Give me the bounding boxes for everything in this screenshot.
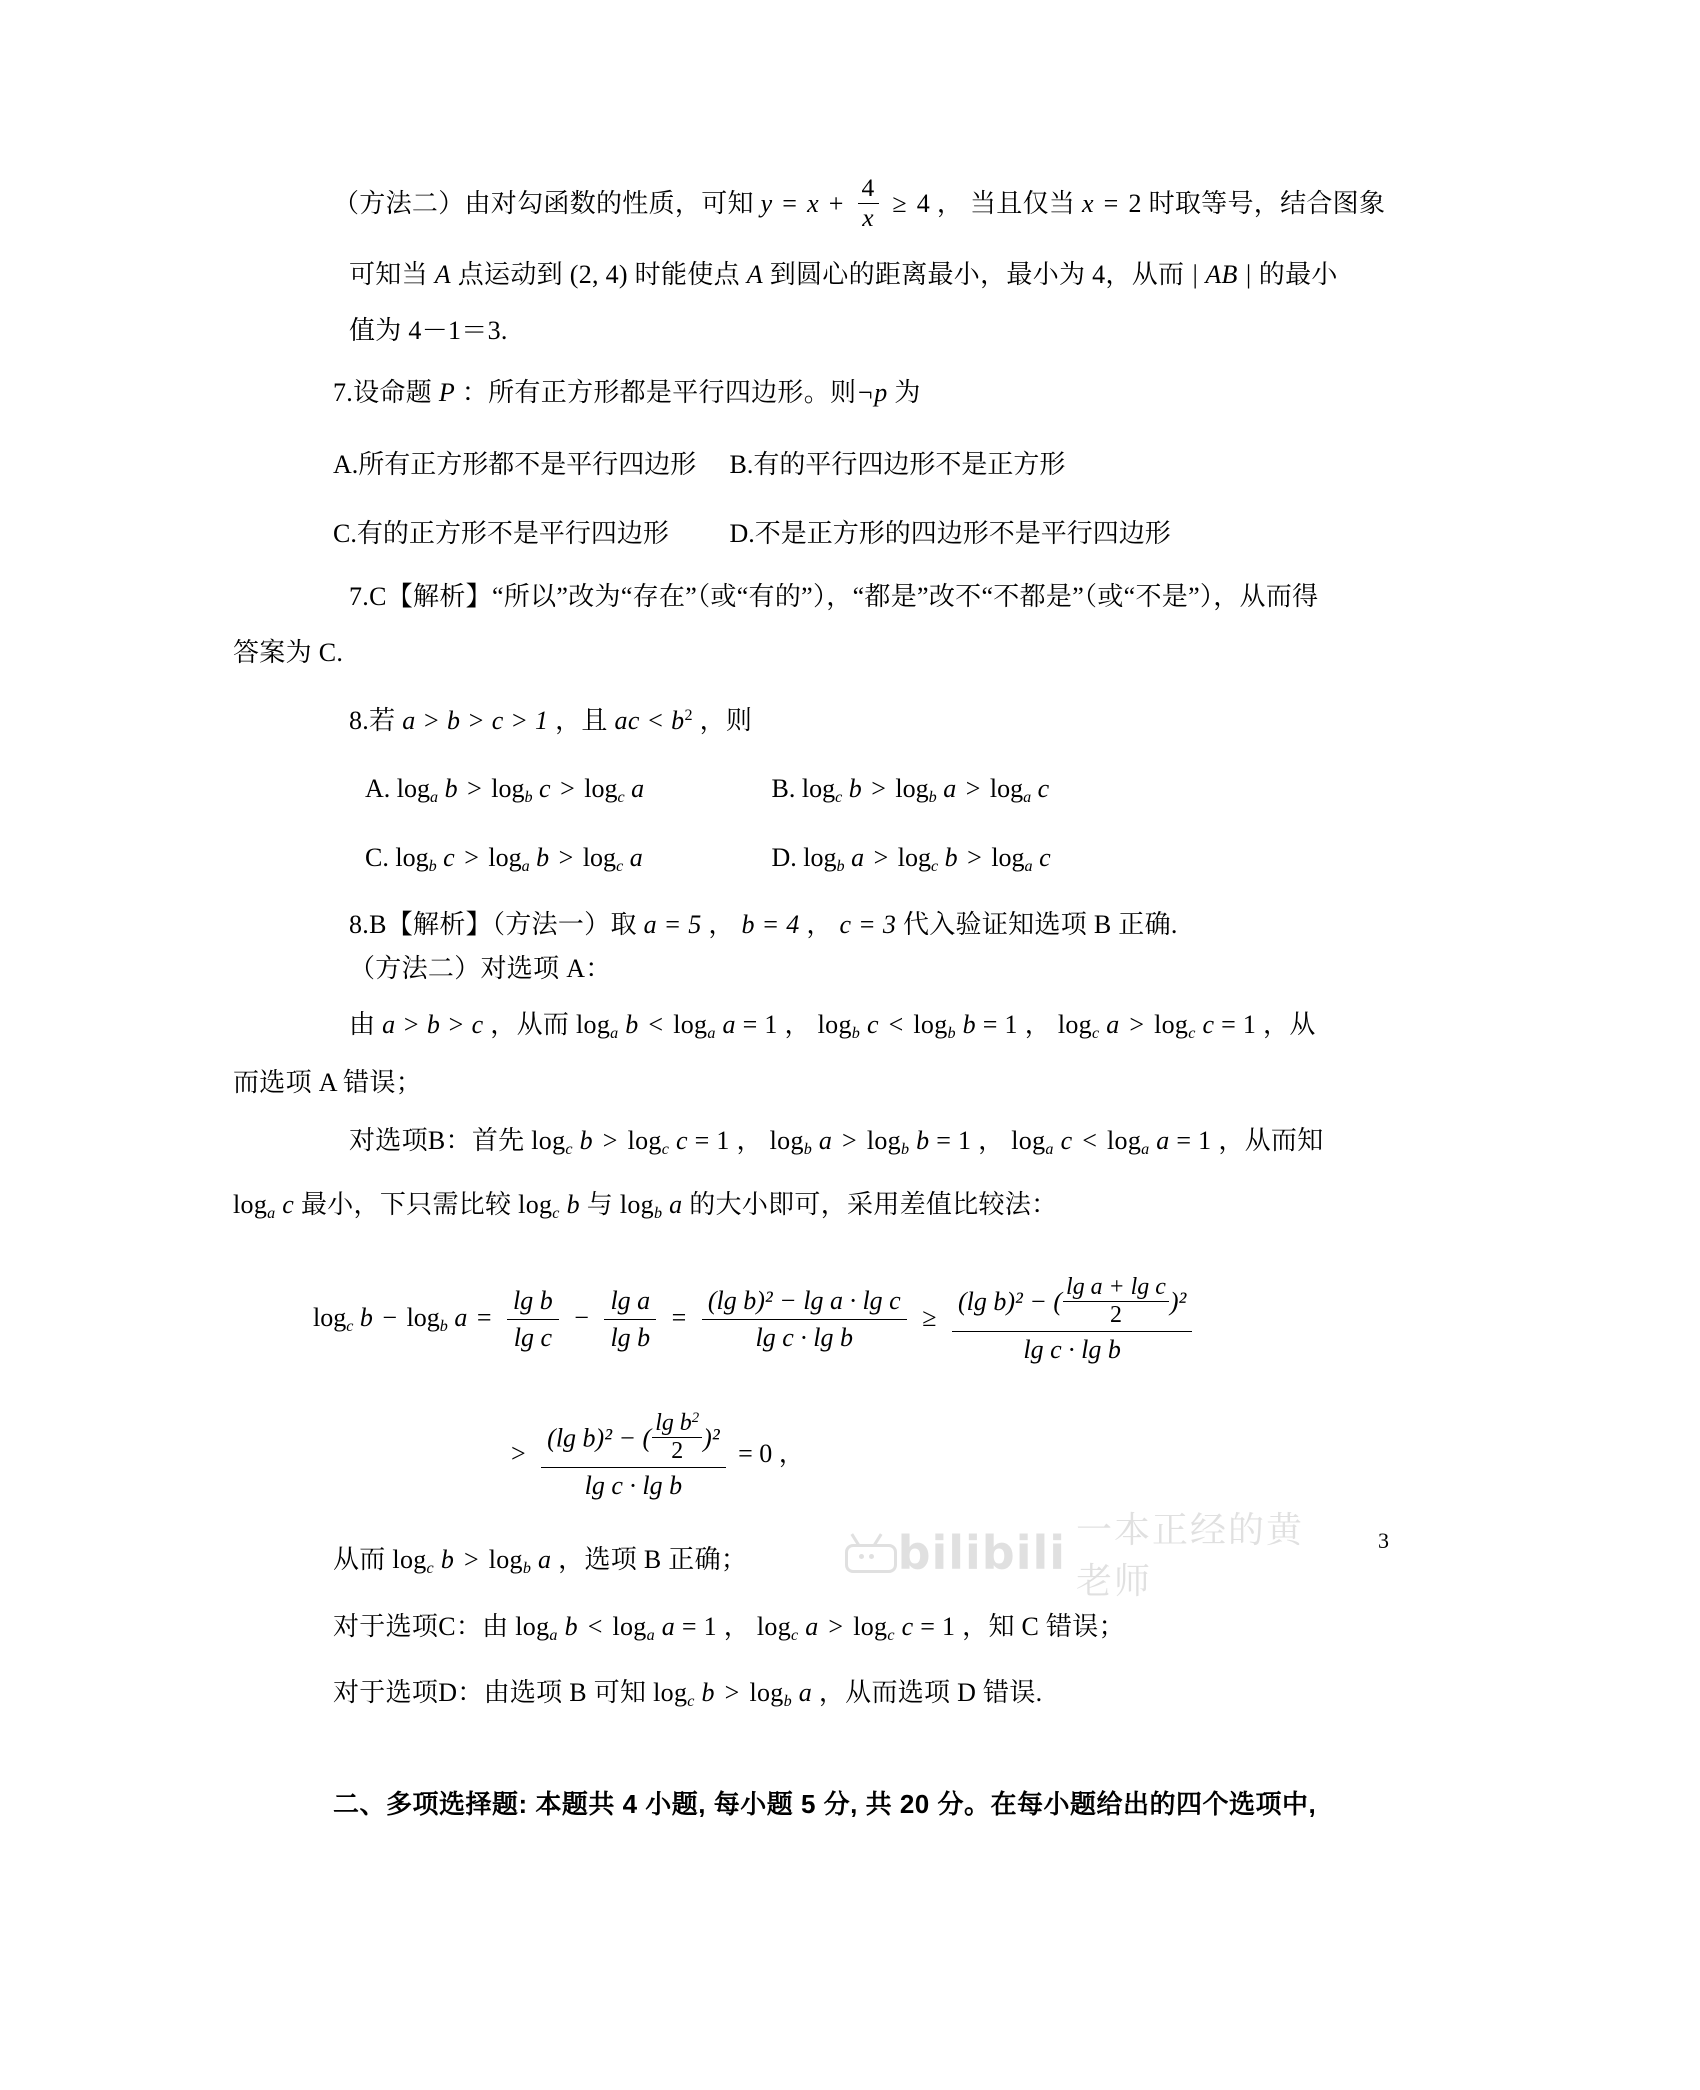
point-A-2: A bbox=[746, 259, 763, 289]
fraction-final-bound: (lg b)² − ( $\frac{\lg b^2}{2}$ )² lg c · lg b bbox=[541, 1411, 725, 1501]
amgm-num-post: )² bbox=[1169, 1286, 1187, 1316]
greater-equal-sign: ≥ bbox=[892, 189, 907, 219]
q8-answer-prefix: 8.B【解析】（方法一）取 bbox=[349, 909, 637, 939]
q8-option-D-expr: $\log_b a > \log_c b > \log_a c$ bbox=[803, 842, 1051, 875]
option-B-label: B. bbox=[729, 449, 754, 479]
optA-log-3: $\log_b c$ bbox=[817, 1009, 879, 1042]
optA-eq-3: = 1 bbox=[1221, 1009, 1257, 1039]
fraction-four-over-x bbox=[858, 175, 879, 232]
optB-lt-1: < bbox=[1082, 1126, 1098, 1156]
optBc-log-1: $\log_a c$ bbox=[233, 1190, 295, 1223]
optA-c3: ，从 bbox=[1263, 1009, 1316, 1039]
difference-equation-line-2 bbox=[293, 1411, 1413, 1501]
optC-eq-1: = 1 bbox=[681, 1611, 717, 1641]
optA-lt-1: < bbox=[648, 1009, 664, 1039]
question-8-option-row-1 bbox=[293, 774, 1413, 807]
question-7-number: 7. bbox=[333, 377, 354, 407]
inequality-ac-b: ac < b bbox=[614, 705, 685, 735]
negation-p: ¬p bbox=[856, 377, 888, 407]
optB-gt-1: > bbox=[602, 1126, 618, 1156]
eq2-comma: ， bbox=[778, 1439, 805, 1469]
eq2-gt: > bbox=[511, 1439, 526, 1469]
optD-p2: ，从而选项 D 错误. bbox=[818, 1677, 1043, 1707]
question-7-stem-end: 为 bbox=[894, 377, 921, 407]
optD-log-2: $\log_b a$ bbox=[749, 1677, 813, 1710]
optA-log-1: $\log_a b$ bbox=[576, 1009, 639, 1042]
coordinate-pair: (2, 4) bbox=[569, 259, 628, 289]
method-two-tail: 当且仅当 bbox=[970, 189, 1076, 219]
point-A-1: A bbox=[434, 259, 451, 289]
fraction-numerator: 4 bbox=[858, 175, 879, 204]
question-8-option-A[interactable] bbox=[365, 774, 765, 807]
question-7-option-A[interactable] bbox=[333, 444, 723, 481]
optC-log-3: $\log_c a$ bbox=[756, 1611, 819, 1644]
optA-c2: ， bbox=[1024, 1009, 1051, 1039]
optC-lt-1: < bbox=[587, 1611, 603, 1641]
q8-answer-suffix: 代入验证知选项 B 正确. bbox=[902, 909, 1178, 939]
question-8-option-A-conclusion: 而选项 A 错误； bbox=[233, 1068, 423, 1098]
question-8-option-D-analysis bbox=[293, 1677, 1413, 1710]
method-two-lead: （方法二）由对勾函数的性质，可知 bbox=[333, 189, 754, 219]
difference-equation-line-1 bbox=[293, 1275, 1413, 1365]
method-two-line-3: 值为 4－1＝3. bbox=[349, 315, 508, 345]
concB-p1: 从而 bbox=[333, 1545, 386, 1575]
page-number: 3 bbox=[1378, 1528, 1389, 1553]
variable-x: x bbox=[807, 189, 819, 219]
optB-eq-2: = 1 bbox=[936, 1126, 972, 1156]
fraction-lgb-over-lgc: $\frac{\text{lg b}}{\text{lg c}}$ bbox=[507, 1286, 559, 1353]
q8-a-value: a = 5 bbox=[643, 909, 702, 939]
eq-op-1: − bbox=[574, 1302, 589, 1332]
q8-option-B-expr: $\log_c b > \log_b a > \log_a c$ bbox=[801, 773, 1050, 806]
question-8-option-C[interactable] bbox=[365, 843, 765, 876]
watermark-channel-name: 一本正经的黄老师 bbox=[1076, 1509, 1305, 1601]
optB-log-4: $\log_b b$ bbox=[866, 1126, 930, 1159]
concB-log-2: $\log_b a$ bbox=[488, 1545, 552, 1578]
question-7-stem-pre: 设命题 bbox=[353, 377, 433, 407]
question-7-option-D[interactable] bbox=[730, 513, 1171, 550]
optA-c1: ， bbox=[784, 1009, 811, 1039]
equals-sign-1: = bbox=[782, 189, 798, 219]
optBc-p1: 最小，下只需比较 bbox=[300, 1190, 512, 1220]
variable-x-2: x bbox=[1082, 189, 1094, 219]
optC-gt-1: > bbox=[828, 1611, 844, 1641]
q8-option-A-label: A. bbox=[365, 773, 391, 803]
option-D-label: D. bbox=[729, 518, 755, 548]
question-7-answer-line-1: 7.C【解析】“所以”改为“存在”（或“有的”），“都是”改不“不都是”（或“不是”），从而得 bbox=[349, 581, 1319, 611]
optC-p2: ，知 C 错误； bbox=[962, 1611, 1125, 1641]
q8-option-C-label: C. bbox=[365, 842, 389, 872]
optC-log-4: $\log_c c$ bbox=[853, 1611, 914, 1644]
q8-c-value: c = 3 bbox=[839, 909, 897, 939]
eq-equals: = bbox=[476, 1302, 492, 1332]
amgm-num-pre: (lg b)² − ( bbox=[958, 1286, 1063, 1316]
question-8-option-B-continued bbox=[233, 1192, 1413, 1222]
optC-c1: ， bbox=[723, 1611, 751, 1641]
method-two-line-2 bbox=[293, 259, 1413, 289]
proposition-P: P bbox=[438, 377, 456, 407]
optB-log-6: $\log_a a$ bbox=[1107, 1126, 1170, 1159]
question-7-answer-line-2: 答案为 C. bbox=[233, 637, 344, 667]
line2-part2: 点运动到 bbox=[457, 259, 563, 289]
nested-fraction-lga-lgc: $\frac{\text{lg a + lg c}}{2}$ bbox=[1063, 1275, 1169, 1328]
eq-lhs-log-1: $\log_c b$ bbox=[313, 1302, 373, 1335]
question-8-method2-label: （方法二）对选项 A： bbox=[349, 953, 612, 983]
eq-op-2: = bbox=[671, 1302, 687, 1332]
question-8-option-B-analysis bbox=[293, 1128, 1413, 1158]
optB-c3: ，从而知 bbox=[1218, 1126, 1324, 1156]
optA-p1: 由 bbox=[349, 1009, 376, 1039]
optB-gt-2: > bbox=[842, 1126, 858, 1156]
question-8-option-row-2 bbox=[293, 843, 1413, 876]
optB-eq-1: = 1 bbox=[694, 1126, 730, 1156]
variable-y: y bbox=[760, 189, 773, 219]
fraction-denominator: x bbox=[862, 202, 874, 232]
question-8-option-D[interactable] bbox=[772, 843, 1051, 876]
line2-part5: 的最小 bbox=[1258, 259, 1338, 289]
optD-p1: 对于选项D：由选项 B 可知 bbox=[333, 1677, 647, 1707]
value-two: 2 bbox=[1128, 189, 1142, 219]
fraction-lga-over-lgb: $\frac{\text{lg a}}{\text{lg b}}$ bbox=[604, 1286, 656, 1353]
fraction-expanded: $\frac{\text{(lg b)² − lg a · lg c}}{\text{lg c · lg b}}$ bbox=[702, 1286, 907, 1353]
question-8-option-B[interactable] bbox=[772, 774, 1050, 807]
bilibili-logo-text: bilibili bbox=[897, 1526, 1067, 1580]
question-8-stem-end: ，则 bbox=[699, 705, 753, 735]
question-7-option-row-1 bbox=[293, 444, 1413, 481]
method-two-tail-2: 时取等号，结合图象 bbox=[1148, 189, 1386, 219]
optC-eq-2: = 1 bbox=[920, 1611, 956, 1641]
optA-eq-2: = 1 bbox=[982, 1009, 1018, 1039]
question-7-option-B[interactable] bbox=[730, 444, 1066, 481]
section-2-heading: 二、多项选择题: 本题共 4 小题, 每小题 5 分, 共 20 分。在每小题给出的四个选项中, bbox=[333, 1789, 1317, 1820]
optBc-p3: 的大小即可，采用差值比较法： bbox=[689, 1190, 1058, 1220]
concB-p2: ，选项 B 正确； bbox=[558, 1545, 748, 1575]
optB-eq-3: = 1 bbox=[1176, 1126, 1212, 1156]
optBc-log-2: $\log_c b$ bbox=[518, 1190, 580, 1223]
comma-1: ， bbox=[936, 189, 964, 219]
option-C-label: C. bbox=[333, 518, 357, 548]
nested-fraction-lgb-squared: $\frac{\lg b^2}{2}$ bbox=[652, 1411, 702, 1464]
q8-sep-1: ， bbox=[708, 909, 735, 939]
equals-sign-2: = bbox=[1103, 189, 1119, 219]
q8-sep-2: ， bbox=[806, 909, 833, 939]
optBc-log-3: $\log_b a$ bbox=[619, 1190, 683, 1223]
question-8-option-A-analysis bbox=[293, 1009, 1413, 1042]
question-7-option-row-2 bbox=[293, 513, 1413, 550]
q8-option-A-expr: $\log_a b > \log_b c > \log_c a$ bbox=[396, 773, 645, 806]
optB-log-2: $\log_c c$ bbox=[627, 1126, 688, 1159]
question-7-stem bbox=[293, 377, 1413, 407]
q8-option-B-label: B. bbox=[771, 773, 796, 803]
final-num-pre: (lg b)² − ( bbox=[547, 1423, 652, 1453]
optBc-p2: 与 bbox=[586, 1190, 613, 1220]
q8-option-D-label: D. bbox=[771, 842, 797, 872]
concB-log-1: $\log_c b$ bbox=[392, 1545, 455, 1578]
fraction-amgm-bound: (lg b)² − ( $\frac{\text{lg a + lg c}}{2}$ )² lg c · lg b bbox=[952, 1275, 1192, 1365]
question-7-option-C[interactable] bbox=[333, 513, 723, 550]
question-8-number: 8. bbox=[349, 705, 370, 735]
q8-option-C-expr: $\log_b c > \log_a b > \log_c a$ bbox=[395, 842, 643, 875]
final-num-post: )² bbox=[703, 1423, 720, 1453]
optB-p1: 对选项B：首先 bbox=[349, 1126, 525, 1156]
question-8-stem bbox=[293, 705, 1413, 735]
optA-log-5: $\log_c a$ bbox=[1057, 1009, 1120, 1042]
exponent-two: 2 bbox=[684, 706, 693, 724]
value-four: 4 bbox=[916, 189, 931, 219]
eq2-equals-zero: = 0 bbox=[738, 1439, 773, 1469]
optD-log-1: $\log_c b$ bbox=[653, 1677, 715, 1710]
question-8-conclusion-B bbox=[293, 1547, 1413, 1577]
segment-AB-abs: | AB | bbox=[1191, 259, 1252, 289]
optA-ineq: a > b > c bbox=[382, 1009, 484, 1039]
q8-b-value: b = 4 bbox=[741, 909, 800, 939]
optA-log-4: $\log_b b$ bbox=[913, 1009, 976, 1042]
optB-c2: ， bbox=[978, 1126, 1005, 1156]
optC-log-2: $\log_a a$ bbox=[612, 1611, 676, 1644]
optC-log-1: $\log_a b$ bbox=[515, 1611, 578, 1644]
question-8-stem-mid: ，且 bbox=[555, 705, 608, 735]
eq-minus: − bbox=[382, 1302, 398, 1332]
optB-log-1: $\log_c b$ bbox=[531, 1126, 593, 1159]
eq-lhs-log-2: $\log_b a$ bbox=[406, 1302, 468, 1335]
line2-part4: 到圆心的距离最小，最小为 4，从而 bbox=[769, 259, 1185, 289]
inequality-abc: a > b > c > 1 bbox=[402, 705, 549, 735]
page-content bbox=[233, 173, 1413, 1821]
option-B-text: 有的平行四边形不是正方形 bbox=[753, 449, 1066, 479]
option-D-text: 不是正方形的四边形不是平行四边形 bbox=[754, 518, 1171, 548]
optB-log-3: $\log_b a$ bbox=[769, 1126, 833, 1159]
option-A-text: 所有正方形都不是平行四边形 bbox=[358, 449, 697, 479]
optD-gt: > bbox=[724, 1677, 740, 1707]
optB-log-5: $\log_a c$ bbox=[1011, 1126, 1073, 1159]
option-C-text: 有的正方形不是平行四边形 bbox=[356, 518, 669, 548]
concB-gt: > bbox=[463, 1545, 479, 1575]
plus-sign: + bbox=[828, 189, 844, 219]
optA-p2: ，从而 bbox=[490, 1009, 570, 1039]
optA-gt-1: > bbox=[1129, 1009, 1145, 1039]
optA-lt-2: < bbox=[888, 1009, 904, 1039]
eq-geq: ≥ bbox=[922, 1302, 937, 1332]
optA-eq-1: = 1 bbox=[742, 1009, 778, 1039]
optA-log-6: $\log_c c$ bbox=[1154, 1009, 1215, 1042]
question-7-stem-post: ：所有正方形都是平行四边形。则 bbox=[461, 377, 857, 407]
line2-part1: 可知当 bbox=[349, 259, 428, 289]
option-A-label: A. bbox=[333, 449, 359, 479]
question-8-stem-pre: 若 bbox=[369, 705, 396, 735]
question-8-answer-method1 bbox=[293, 909, 1413, 939]
method-two-line-1 bbox=[293, 175, 1413, 232]
line2-part3: 时能使点 bbox=[634, 259, 740, 289]
optB-c1: ， bbox=[736, 1126, 763, 1156]
question-8-option-C-analysis bbox=[293, 1611, 1413, 1644]
optC-p1: 对于选项C：由 bbox=[333, 1611, 509, 1641]
optA-log-2: $\log_a a$ bbox=[673, 1009, 736, 1042]
